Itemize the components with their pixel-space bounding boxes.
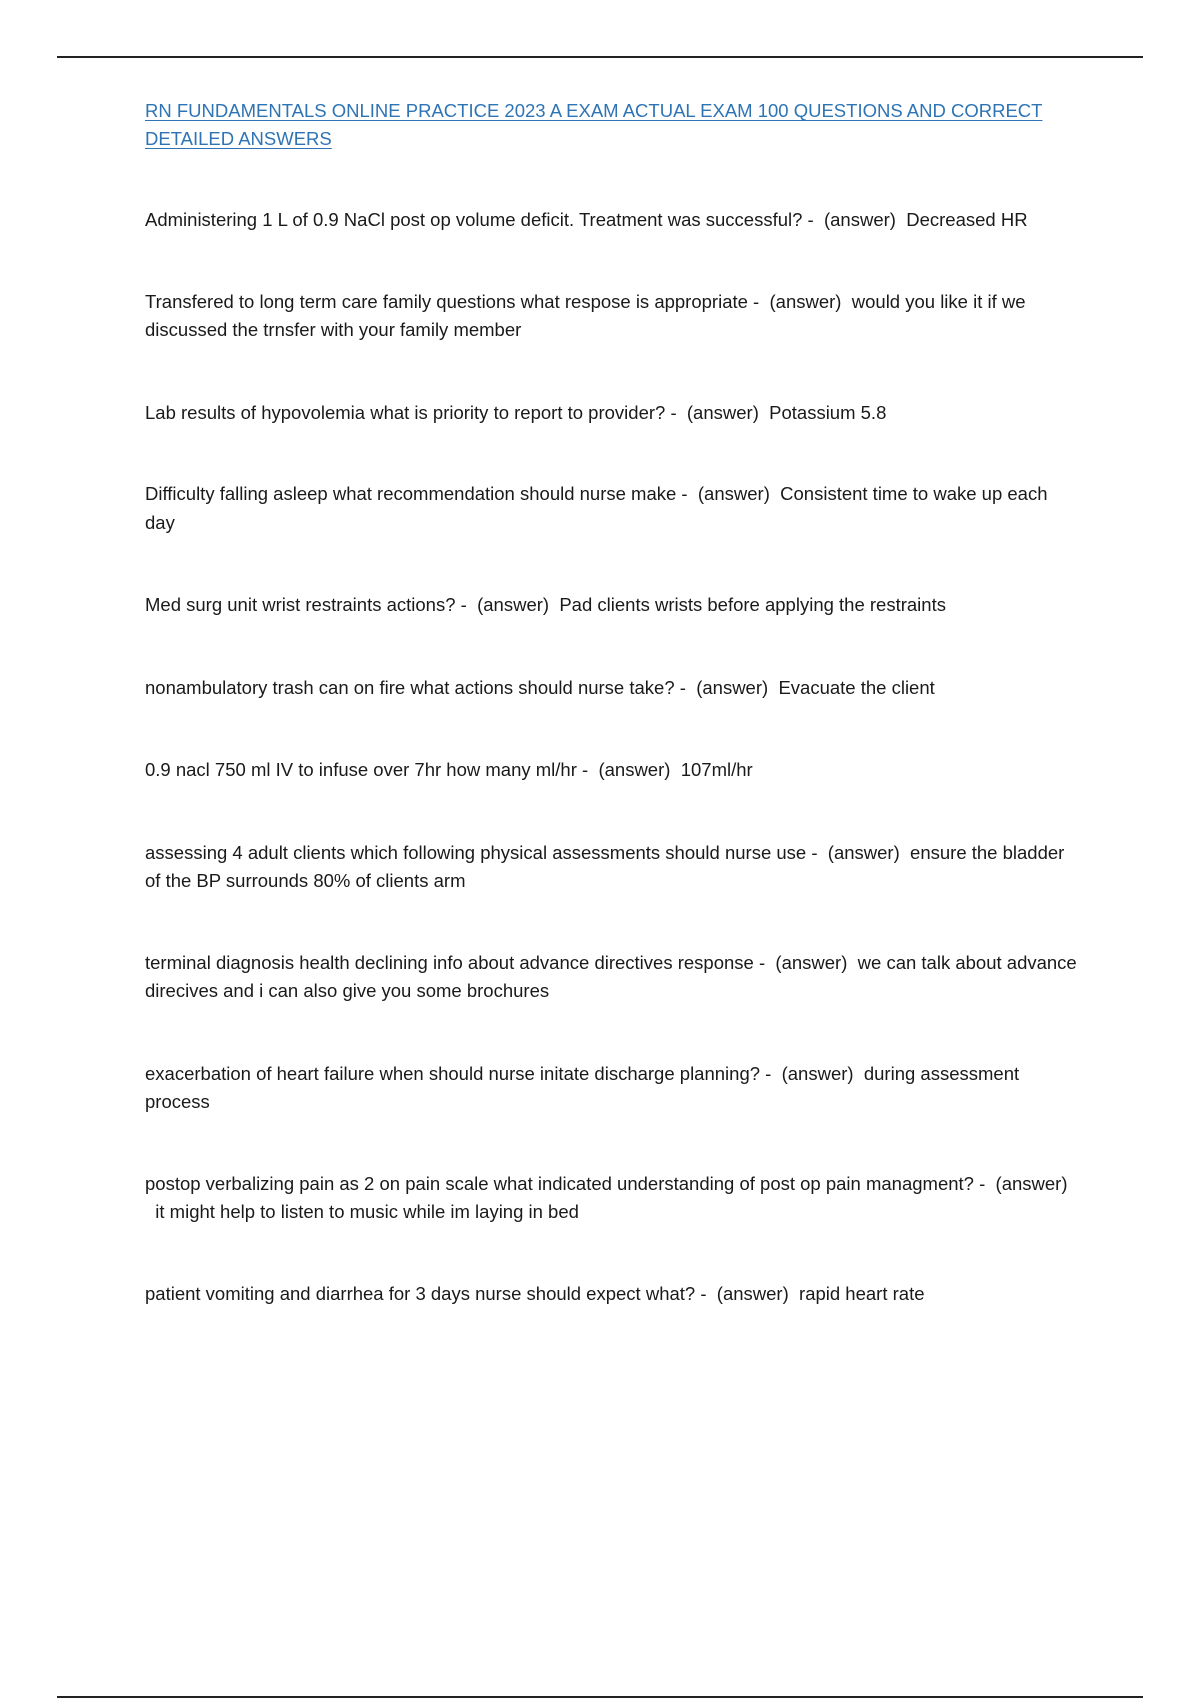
document-body: [145, 97, 1080, 1308]
header-rule: [57, 56, 1143, 58]
question-text: exacerbation of heart failure when should nurse initate discharge planning? -: [145, 1062, 772, 1084]
qa-item: [145, 206, 1080, 235]
answer-text: ensure the bladder of the BP surrounds 80% of clients arm: [145, 841, 1065, 891]
answer-text: during assessment process: [145, 1062, 1020, 1112]
answer-text: it might help to listen to music while im laying in bed: [155, 1201, 579, 1222]
answer-text: Decreased HR: [906, 209, 1028, 230]
qa-item: [145, 756, 1080, 785]
question-text: 0.9 nacl 750 ml IV to infuse over 7hr how many ml/hr -: [145, 759, 589, 780]
answer-text: Pad clients wrists before applying the restraints: [559, 594, 946, 615]
qa-item: [145, 1170, 1080, 1227]
answer-text: would you like it if we discussed the trnsfer with your family member: [145, 290, 1026, 340]
qa-item: [145, 480, 1080, 537]
answer-marker: (answer): [769, 290, 842, 312]
answer-marker: (answer): [775, 951, 848, 973]
qa-item: [145, 591, 1080, 620]
question-text: Administering 1 L of 0.9 NaCl post op volume deficit. Treatment was successful? -: [145, 209, 814, 230]
question-text: postop verbalizing pain as 2 on pain scale what indicated understanding of post op pain managment? -: [145, 1172, 986, 1194]
footer-rule: [57, 1696, 1143, 1698]
qa-item: [145, 288, 1080, 345]
answer-marker: (answer): [716, 1282, 789, 1304]
answer-marker: (answer): [477, 594, 550, 615]
qa-item: [145, 1060, 1080, 1117]
qa-item: [145, 1280, 1080, 1309]
answer-text: Potassium 5.8: [769, 401, 887, 423]
answer-text: Evacuate the client: [778, 676, 935, 698]
question-text: Transfered to long term care family questions what respose is appropriate -: [145, 290, 760, 312]
answer-marker: (answer): [827, 841, 900, 863]
question-text: terminal diagnosis health declining info about advance directives response -: [145, 951, 766, 973]
question-text: patient vomiting and diarrhea for 3 days nurse should expect what? -: [145, 1282, 707, 1304]
question-text: Difficulty falling asleep what recommendation should nurse make -: [145, 483, 688, 504]
answer-marker: (answer): [686, 401, 759, 423]
document-title-link[interactable]: RN FUNDAMENTALS ONLINE PRACTICE 2023 A EXAM ACTUAL EXAM 100 QUESTIONS AND CORRECT DETAILED ANSWERS: [145, 100, 1043, 149]
answer-marker: (answer): [995, 1172, 1068, 1194]
qa-item: [145, 839, 1080, 896]
qa-item: [145, 399, 1080, 428]
question-text: Lab results of hypovolemia what is priority to report to provider? -: [145, 401, 677, 423]
question-text: assessing 4 adult clients which following physical assessments should nurse use -: [145, 841, 818, 863]
qa-item: [145, 674, 1080, 703]
answer-marker: (answer): [823, 209, 896, 230]
answer-text: 107ml/hr: [680, 759, 753, 780]
answer-text: rapid heart rate: [799, 1282, 925, 1304]
qa-list: [145, 206, 1080, 1308]
answer-text: we can talk about advance direcives and i can also give you some brochures: [145, 951, 1077, 1001]
question-text: Med surg unit wrist restraints actions? -: [145, 594, 467, 615]
answer-marker: (answer): [697, 483, 770, 504]
answer-marker: (answer): [598, 759, 671, 780]
answer-marker: (answer): [696, 676, 769, 698]
question-text: nonambulatory trash can on fire what actions should nurse take? -: [145, 676, 686, 698]
answer-text: Consistent time to wake up each day: [145, 483, 1048, 533]
qa-item: [145, 949, 1080, 1006]
answer-marker: (answer): [781, 1062, 854, 1084]
